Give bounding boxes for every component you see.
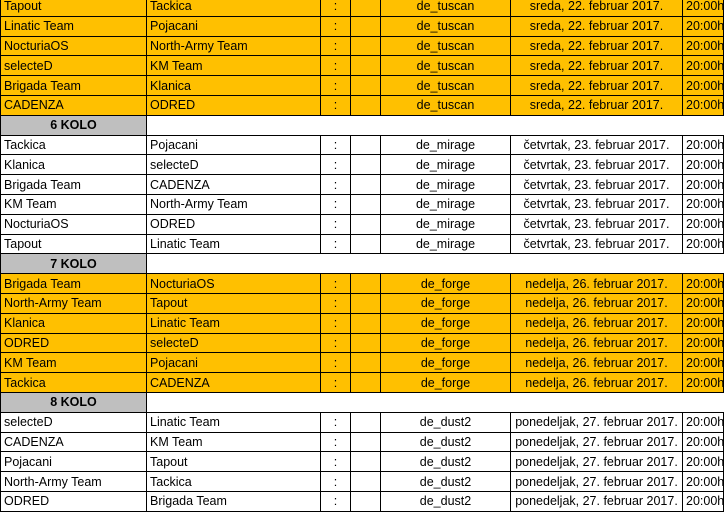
away-team-cell[interactable]: Klanica xyxy=(147,76,321,96)
time-cell[interactable]: 20:00h xyxy=(683,293,724,313)
time-cell[interactable]: 20:00h xyxy=(683,76,724,96)
match-row xyxy=(1,36,724,56)
score-cell[interactable] xyxy=(351,313,381,333)
score-separator-cell[interactable]: : xyxy=(321,155,351,175)
score-cell[interactable] xyxy=(351,16,381,36)
score-cell[interactable] xyxy=(351,353,381,373)
match-row xyxy=(1,274,724,294)
match-row xyxy=(1,76,724,96)
map-cell[interactable]: de_tuscan xyxy=(381,56,511,76)
away-team-cell[interactable]: Linatic Team xyxy=(147,234,321,254)
map-cell[interactable]: de_mirage xyxy=(381,135,511,155)
match-row xyxy=(1,234,724,254)
map-cell[interactable]: de_mirage xyxy=(381,234,511,254)
score-separator-cell[interactable]: : xyxy=(321,313,351,333)
match-row xyxy=(1,472,724,492)
away-team-cell[interactable]: KM Team xyxy=(147,432,321,452)
map-cell[interactable]: de_forge xyxy=(381,274,511,294)
map-cell[interactable]: de_dust2 xyxy=(381,452,511,472)
map-cell[interactable]: de_dust2 xyxy=(381,491,511,511)
map-cell[interactable]: de_tuscan xyxy=(381,76,511,96)
away-team-cell[interactable]: ODRED xyxy=(147,214,321,234)
time-cell[interactable]: 20:00h xyxy=(683,412,724,432)
time-cell[interactable]: 20:00h xyxy=(683,0,724,16)
score-separator-cell[interactable]: : xyxy=(321,412,351,432)
home-team-cell[interactable]: Tackica xyxy=(1,135,147,155)
score-separator-cell[interactable]: : xyxy=(321,175,351,195)
score-separator-cell[interactable]: : xyxy=(321,56,351,76)
away-team-cell[interactable]: Pojacani xyxy=(147,135,321,155)
date-cell[interactable]: ponedeljak, 27. februar 2017. xyxy=(511,472,683,492)
home-team-cell[interactable]: NocturiaOS xyxy=(1,36,147,56)
date-cell[interactable]: ponedeljak, 27. februar 2017. xyxy=(511,412,683,432)
map-cell[interactable]: de_tuscan xyxy=(381,16,511,36)
match-row xyxy=(1,373,724,393)
home-team-cell[interactable]: Tapout xyxy=(1,0,147,16)
home-team-cell[interactable]: North-Army Team xyxy=(1,472,147,492)
time-cell[interactable]: 20:00h xyxy=(683,353,724,373)
score-separator-cell[interactable]: : xyxy=(321,76,351,96)
match-row xyxy=(1,175,724,195)
date-cell[interactable]: ponedeljak, 27. februar 2017. xyxy=(511,432,683,452)
match-row xyxy=(1,56,724,76)
home-team-cell[interactable]: ODRED xyxy=(1,333,147,353)
match-row xyxy=(1,353,724,373)
time-cell[interactable]: 20:00h xyxy=(683,175,724,195)
score-separator-cell[interactable]: : xyxy=(321,452,351,472)
score-cell[interactable] xyxy=(351,76,381,96)
time-cell[interactable]: 20:00h xyxy=(683,333,724,353)
away-team-cell[interactable]: Brigada Team xyxy=(147,491,321,511)
score-cell[interactable] xyxy=(351,135,381,155)
home-team-cell[interactable]: CADENZA xyxy=(1,95,147,115)
date-cell[interactable]: četvrtak, 23. februar 2017. xyxy=(511,194,683,214)
map-cell[interactable]: de_forge xyxy=(381,293,511,313)
date-cell[interactable]: četvrtak, 23. februar 2017. xyxy=(511,155,683,175)
round-header-row xyxy=(1,392,724,412)
score-separator-cell[interactable]: : xyxy=(321,16,351,36)
map-cell[interactable]: de_dust2 xyxy=(381,472,511,492)
score-cell[interactable] xyxy=(351,452,381,472)
date-cell[interactable]: nedelja, 26. februar 2017. xyxy=(511,293,683,313)
round-header-row xyxy=(1,254,724,274)
score-cell[interactable] xyxy=(351,412,381,432)
home-team-cell[interactable]: KM Team xyxy=(1,353,147,373)
time-cell[interactable]: 20:00h xyxy=(683,491,724,511)
score-cell[interactable] xyxy=(351,293,381,313)
round-header-blank xyxy=(147,115,724,135)
home-team-cell[interactable]: selecteD xyxy=(1,56,147,76)
round-label: 8 KOLO xyxy=(1,392,147,412)
date-cell[interactable]: četvrtak, 23. februar 2017. xyxy=(511,135,683,155)
time-cell[interactable]: 20:00h xyxy=(683,135,724,155)
map-cell[interactable]: de_forge xyxy=(381,373,511,393)
map-cell[interactable]: de_tuscan xyxy=(381,95,511,115)
map-cell[interactable]: de_forge xyxy=(381,353,511,373)
away-team-cell[interactable]: KM Team xyxy=(147,56,321,76)
away-team-cell[interactable]: Tackica xyxy=(147,0,321,16)
time-cell[interactable]: 20:00h xyxy=(683,95,724,115)
map-cell[interactable]: de_mirage xyxy=(381,175,511,195)
date-cell[interactable]: sreda, 22. februar 2017. xyxy=(511,0,683,16)
home-team-cell[interactable]: Tapout xyxy=(1,234,147,254)
home-team-cell[interactable]: Brigada Team xyxy=(1,175,147,195)
map-cell[interactable]: de_tuscan xyxy=(381,36,511,56)
score-separator-cell[interactable]: : xyxy=(321,472,351,492)
round-header-row xyxy=(1,115,724,135)
away-team-cell[interactable]: Tackica xyxy=(147,472,321,492)
score-cell[interactable] xyxy=(351,155,381,175)
away-team-cell[interactable]: CADENZA xyxy=(147,373,321,393)
match-row xyxy=(1,0,724,16)
time-cell[interactable]: 20:00h xyxy=(683,155,724,175)
match-row xyxy=(1,333,724,353)
match-row xyxy=(1,432,724,452)
date-cell[interactable]: ponedeljak, 27. februar 2017. xyxy=(511,491,683,511)
time-cell[interactable]: 20:00h xyxy=(683,36,724,56)
date-cell[interactable]: sreda, 22. februar 2017. xyxy=(511,95,683,115)
match-row xyxy=(1,313,724,333)
away-team-cell[interactable]: Tapout xyxy=(147,293,321,313)
score-separator-cell[interactable]: : xyxy=(321,36,351,56)
score-separator-cell[interactable]: : xyxy=(321,95,351,115)
away-team-cell[interactable]: North-Army Team xyxy=(147,36,321,56)
score-cell[interactable] xyxy=(351,472,381,492)
match-row xyxy=(1,16,724,36)
score-cell[interactable] xyxy=(351,56,381,76)
date-cell[interactable]: ponedeljak, 27. februar 2017. xyxy=(511,452,683,472)
time-cell[interactable]: 20:00h xyxy=(683,452,724,472)
match-row xyxy=(1,155,724,175)
home-team-cell[interactable]: Klanica xyxy=(1,155,147,175)
score-separator-cell[interactable]: : xyxy=(321,194,351,214)
time-cell[interactable]: 20:00h xyxy=(683,472,724,492)
date-cell[interactable]: četvrtak, 23. februar 2017. xyxy=(511,214,683,234)
date-cell[interactable]: nedelja, 26. februar 2017. xyxy=(511,274,683,294)
home-team-cell[interactable]: Tackica xyxy=(1,373,147,393)
date-cell[interactable]: sreda, 22. februar 2017. xyxy=(511,56,683,76)
time-cell[interactable]: 20:00h xyxy=(683,56,724,76)
home-team-cell[interactable]: Pojacani xyxy=(1,452,147,472)
date-cell[interactable]: nedelja, 26. februar 2017. xyxy=(511,313,683,333)
score-cell[interactable] xyxy=(351,95,381,115)
score-separator-cell[interactable]: : xyxy=(321,353,351,373)
match-row xyxy=(1,135,724,155)
home-team-cell[interactable]: North-Army Team xyxy=(1,293,147,313)
match-row xyxy=(1,293,724,313)
map-cell[interactable]: de_mirage xyxy=(381,155,511,175)
date-cell[interactable]: sreda, 22. februar 2017. xyxy=(511,76,683,96)
map-cell[interactable]: de_forge xyxy=(381,333,511,353)
time-cell[interactable]: 20:00h xyxy=(683,313,724,333)
map-cell[interactable]: de_dust2 xyxy=(381,412,511,432)
date-cell[interactable]: četvrtak, 23. februar 2017. xyxy=(511,175,683,195)
round-header-blank xyxy=(147,254,724,274)
score-separator-cell[interactable]: : xyxy=(321,274,351,294)
score-separator-cell[interactable]: : xyxy=(321,293,351,313)
home-team-cell[interactable]: Linatic Team xyxy=(1,16,147,36)
home-team-cell[interactable]: ODRED xyxy=(1,491,147,511)
score-cell[interactable] xyxy=(351,373,381,393)
score-cell[interactable] xyxy=(351,491,381,511)
date-cell[interactable]: sreda, 22. februar 2017. xyxy=(511,36,683,56)
match-row xyxy=(1,95,724,115)
round-label: 6 KOLO xyxy=(1,115,147,135)
score-cell[interactable] xyxy=(351,36,381,56)
away-team-cell[interactable]: selecteD xyxy=(147,333,321,353)
schedule-body xyxy=(1,0,724,511)
away-team-cell[interactable]: Tapout xyxy=(147,452,321,472)
match-row xyxy=(1,412,724,432)
score-separator-cell[interactable]: : xyxy=(321,0,351,16)
score-separator-cell[interactable]: : xyxy=(321,333,351,353)
score-separator-cell[interactable]: : xyxy=(321,432,351,452)
round-header-blank xyxy=(147,392,724,412)
away-team-cell[interactable]: selecteD xyxy=(147,155,321,175)
map-cell[interactable]: de_mirage xyxy=(381,214,511,234)
away-team-cell[interactable]: ODRED xyxy=(147,95,321,115)
home-team-cell[interactable]: Brigada Team xyxy=(1,76,147,96)
home-team-cell[interactable]: KM Team xyxy=(1,194,147,214)
date-cell[interactable]: nedelja, 26. februar 2017. xyxy=(511,373,683,393)
time-cell[interactable]: 20:00h xyxy=(683,432,724,452)
match-row xyxy=(1,194,724,214)
date-cell[interactable]: nedelja, 26. februar 2017. xyxy=(511,333,683,353)
score-cell[interactable] xyxy=(351,333,381,353)
away-team-cell[interactable]: Linatic Team xyxy=(147,313,321,333)
score-separator-cell[interactable]: : xyxy=(321,135,351,155)
score-separator-cell[interactable]: : xyxy=(321,214,351,234)
match-row xyxy=(1,214,724,234)
date-cell[interactable]: nedelja, 26. februar 2017. xyxy=(511,353,683,373)
away-team-cell[interactable]: North-Army Team xyxy=(147,194,321,214)
date-cell[interactable]: četvrtak, 23. februar 2017. xyxy=(511,234,683,254)
score-cell[interactable] xyxy=(351,234,381,254)
away-team-cell[interactable]: NocturiaOS xyxy=(147,274,321,294)
home-team-cell[interactable]: Brigada Team xyxy=(1,274,147,294)
time-cell[interactable]: 20:00h xyxy=(683,214,724,234)
score-cell[interactable] xyxy=(351,432,381,452)
home-team-cell[interactable]: selecteD xyxy=(1,412,147,432)
away-team-cell[interactable]: Pojacani xyxy=(147,353,321,373)
date-cell[interactable]: sreda, 22. februar 2017. xyxy=(511,16,683,36)
score-separator-cell[interactable]: : xyxy=(321,491,351,511)
score-cell[interactable] xyxy=(351,194,381,214)
score-separator-cell[interactable]: : xyxy=(321,373,351,393)
round-label: 7 KOLO xyxy=(1,254,147,274)
home-team-cell[interactable]: NocturiaOS xyxy=(1,214,147,234)
score-cell[interactable] xyxy=(351,175,381,195)
time-cell[interactable]: 20:00h xyxy=(683,373,724,393)
map-cell[interactable]: de_dust2 xyxy=(381,432,511,452)
away-team-cell[interactable]: CADENZA xyxy=(147,175,321,195)
map-cell[interactable]: de_tuscan xyxy=(381,0,511,16)
score-separator-cell[interactable]: : xyxy=(321,234,351,254)
time-cell[interactable]: 20:00h xyxy=(683,234,724,254)
time-cell[interactable]: 20:00h xyxy=(683,194,724,214)
home-team-cell[interactable]: Klanica xyxy=(1,313,147,333)
map-cell[interactable]: de_mirage xyxy=(381,194,511,214)
home-team-cell[interactable]: CADENZA xyxy=(1,432,147,452)
score-cell[interactable] xyxy=(351,214,381,234)
match-row xyxy=(1,452,724,472)
away-team-cell[interactable]: Linatic Team xyxy=(147,412,321,432)
away-team-cell[interactable]: Pojacani xyxy=(147,16,321,36)
score-cell[interactable] xyxy=(351,0,381,16)
time-cell[interactable]: 20:00h xyxy=(683,274,724,294)
map-cell[interactable]: de_forge xyxy=(381,313,511,333)
match-row xyxy=(1,491,724,511)
score-cell[interactable] xyxy=(351,274,381,294)
time-cell[interactable]: 20:00h xyxy=(683,16,724,36)
